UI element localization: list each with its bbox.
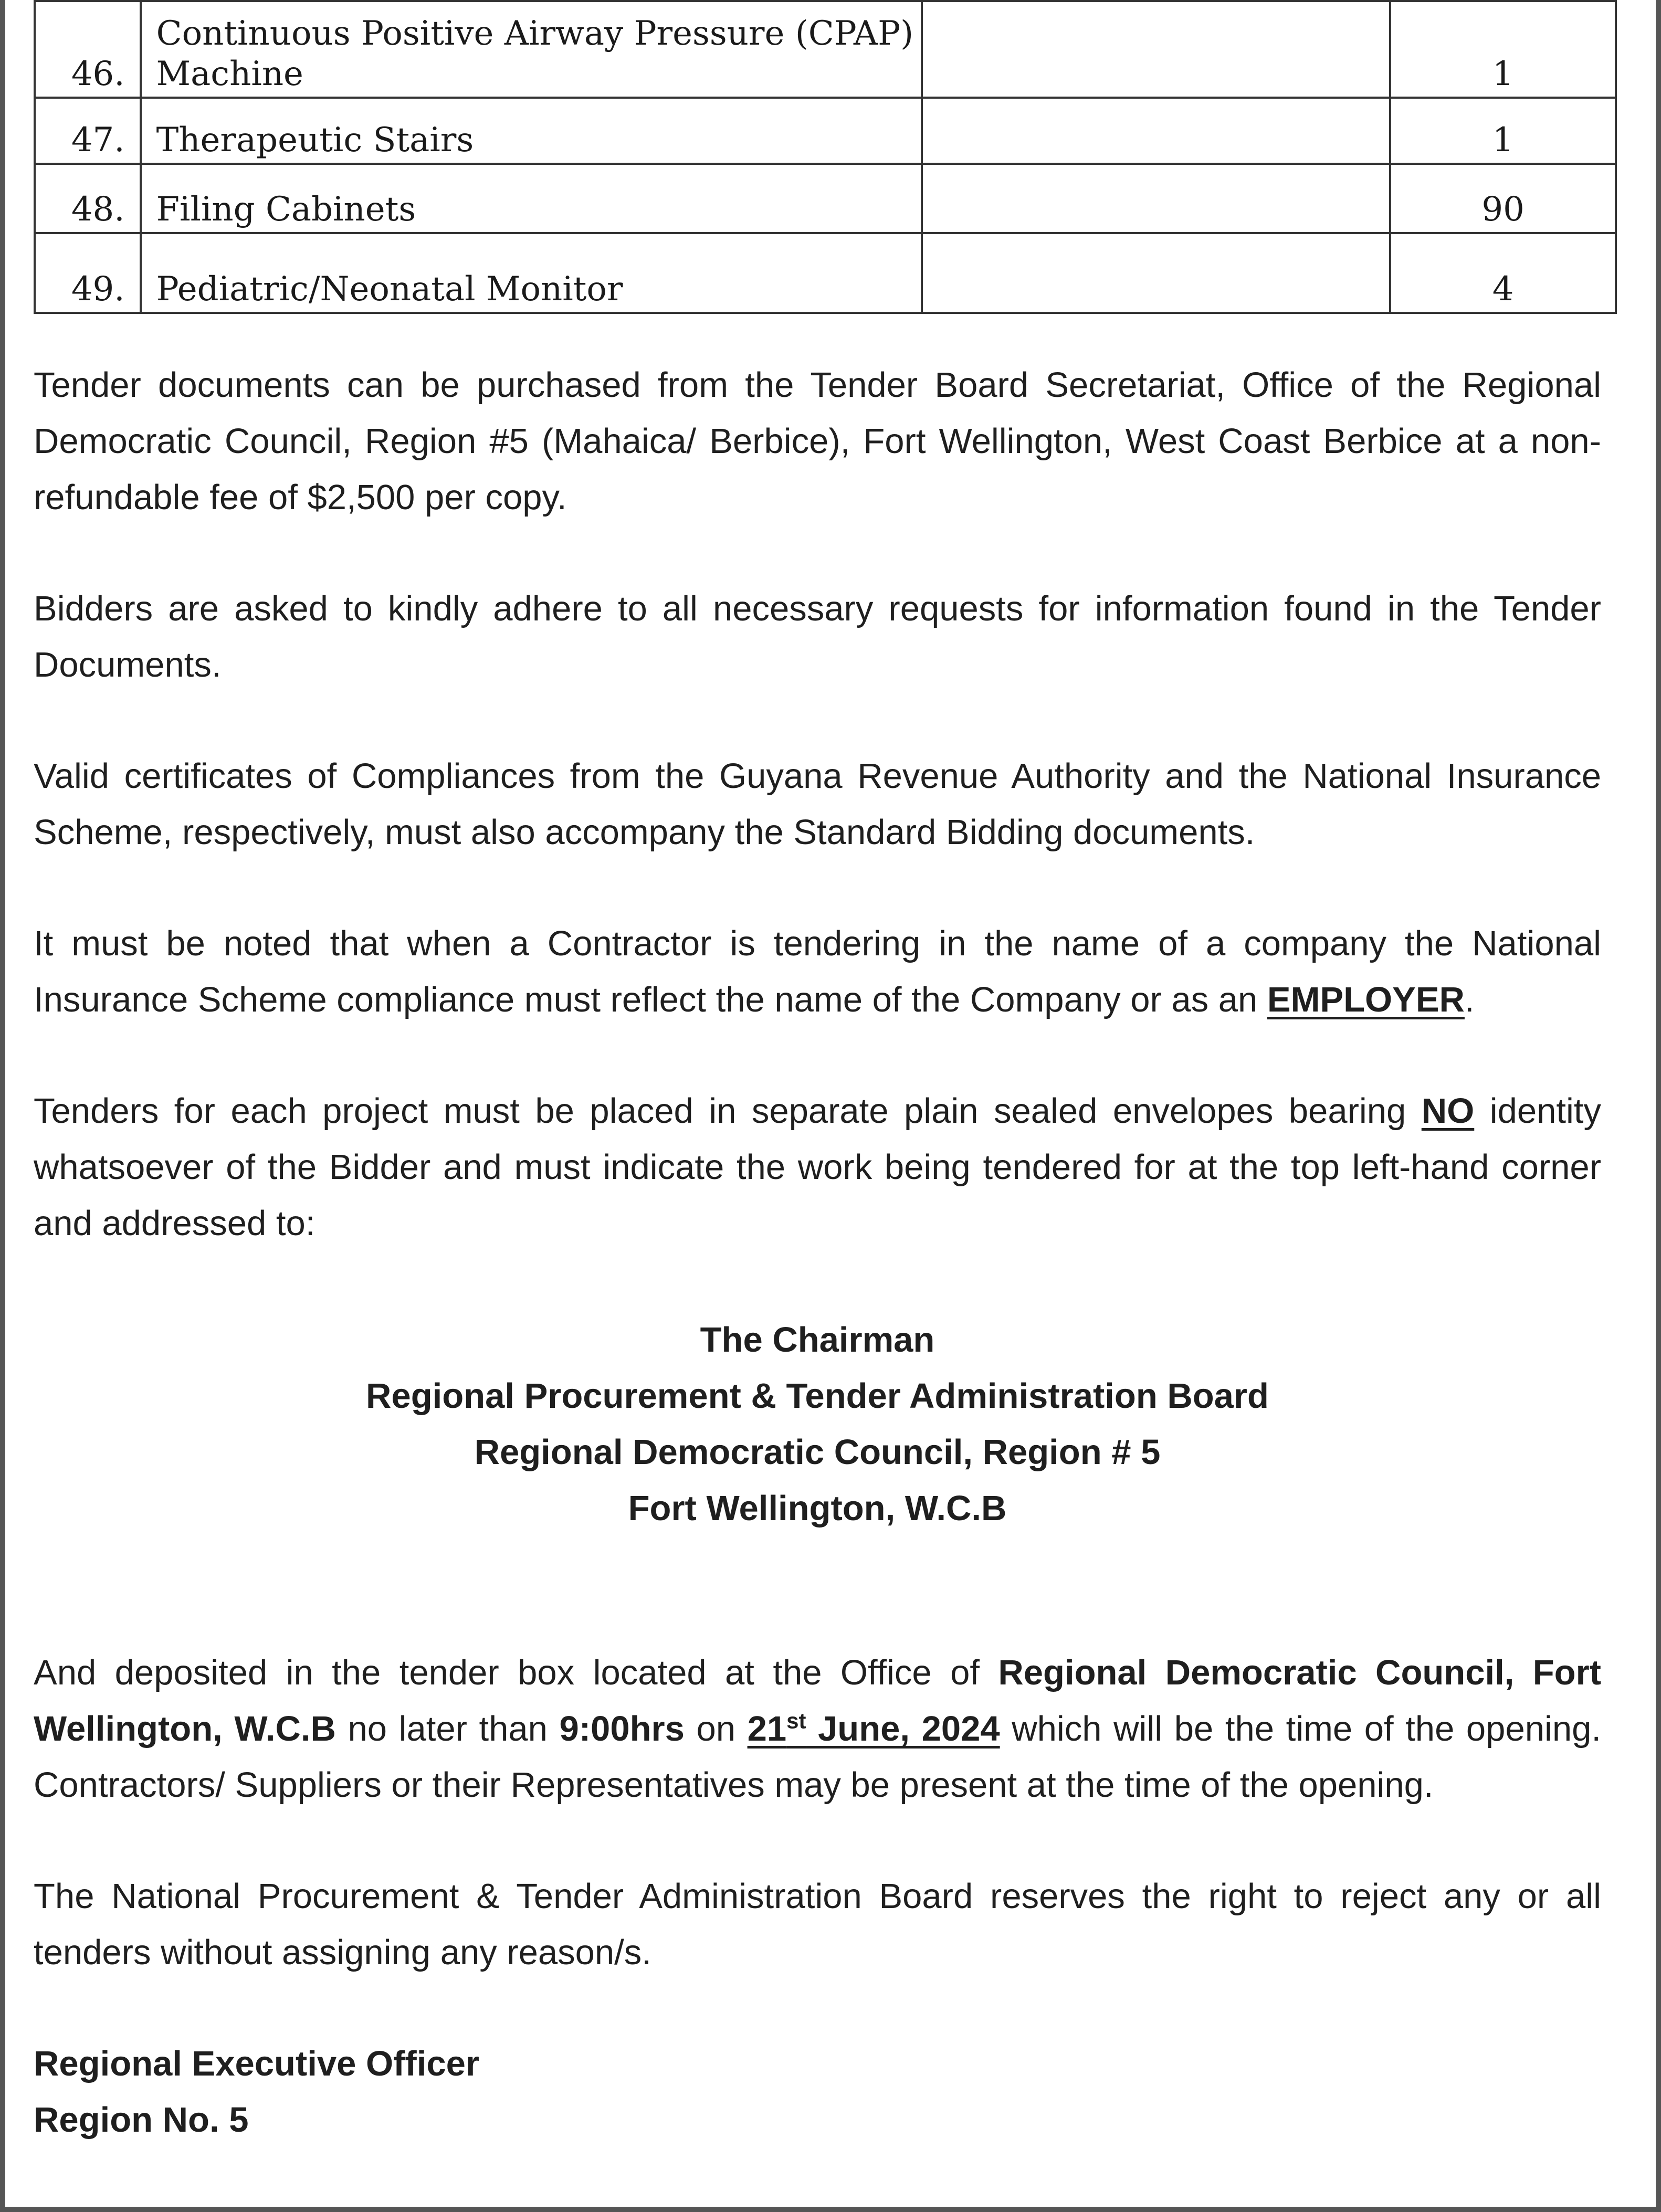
item-number: 48. bbox=[35, 164, 141, 233]
item-spec bbox=[922, 98, 1391, 164]
item-description-line1: Continuous Positive Airway Pressure (CPAP) bbox=[156, 14, 914, 54]
table-row bbox=[35, 98, 1616, 164]
item-quantity: 1 bbox=[1390, 1, 1616, 98]
table-row bbox=[35, 164, 1616, 233]
table-row bbox=[35, 1, 1616, 98]
item-quantity: 90 bbox=[1390, 164, 1616, 233]
signature-region: Region No. 5 bbox=[34, 2100, 249, 2140]
item-description: Pediatric/Neonatal Monitor bbox=[141, 233, 922, 313]
paragraph-text: identity whatsoever of the Bidder and must indicate the work being tendered for at the top left-hand corner and addressed to: bbox=[34, 1091, 1602, 1243]
paragraph-nis-compliance bbox=[34, 915, 1601, 1028]
item-description: Filing Cabinets bbox=[141, 164, 922, 233]
paragraph-text: . bbox=[1464, 980, 1475, 1019]
paragraph-envelopes bbox=[34, 1083, 1601, 1251]
paragraph-certificates: Valid certificates of Compliances from the Guyana Revenue Authority and the National Insurance Scheme, respectively, must also accompany the Standard Bidding documents. bbox=[34, 756, 1601, 852]
address-line: Fort Wellington, W.C.B bbox=[628, 1489, 1007, 1528]
deadline-date bbox=[748, 1709, 1000, 1748]
deadline-day: 21 bbox=[747, 1709, 787, 1748]
address-line: Regional Democratic Council, Region # 5 bbox=[474, 1432, 1161, 1472]
item-description-line2: Machine bbox=[156, 55, 303, 94]
signature-title: Regional Executive Officer bbox=[34, 2044, 479, 2083]
address-block bbox=[34, 1312, 1601, 1536]
item-quantity: 4 bbox=[1390, 233, 1616, 313]
paragraph-text: Tenders for each project must be placed in separate plain sealed envelopes bearing bbox=[34, 1091, 1422, 1131]
item-quantity: 1 bbox=[1390, 98, 1616, 164]
item-number: 47. bbox=[35, 98, 141, 164]
item-description bbox=[141, 1, 922, 98]
item-number: 49. bbox=[35, 233, 141, 313]
paragraph-text: no later than bbox=[335, 1709, 560, 1748]
deposit-location: Regional Democratic Council, Fort Wellington, W.C.B bbox=[34, 1653, 1601, 1748]
deadline-time: 9:00hrs bbox=[559, 1709, 685, 1748]
no-emphasis: NO bbox=[1421, 1091, 1475, 1131]
paragraph-bidders: Bidders are asked to kindly adhere to all necessary requests for information found in the Tender Documents. bbox=[34, 589, 1601, 684]
paragraph-deposit bbox=[34, 1645, 1601, 1813]
paragraph-text: And deposited in the tender box located at the Office of bbox=[34, 1653, 998, 1692]
item-description: Therapeutic Stairs bbox=[141, 98, 922, 164]
table-row bbox=[35, 233, 1616, 313]
paragraph-text: which will be the time of the opening. Contractors/ Suppliers or their Representatives may be present at the time of the opening. bbox=[34, 1709, 1601, 1805]
paragraph-text: on bbox=[684, 1709, 748, 1748]
paragraph-purchase: Tender documents can be purchased from the Tender Board Secretariat, Office of the Regional Democratic Council, Region #5 (Mahaica/ Berbice), Fort Wellington, West Coast Berbice at a non- refundable fee of $2,500 per copy. bbox=[34, 365, 1601, 517]
item-spec bbox=[922, 233, 1391, 313]
deadline-month-year: June, 2024 bbox=[806, 1709, 1000, 1748]
address-line: The Chairman bbox=[700, 1320, 935, 1360]
employer-emphasis: EMPLOYER bbox=[1267, 980, 1465, 1019]
deadline-day-suffix: st bbox=[786, 1708, 806, 1733]
notice-body bbox=[34, 357, 1601, 2148]
item-spec bbox=[922, 1, 1391, 98]
address-line: Regional Procurement & Tender Administration Board bbox=[366, 1376, 1269, 1416]
paragraph-reservation: The National Procurement & Tender Administration Board reserves the right to reject any or all tenders without assigning any reason/s. bbox=[34, 1877, 1601, 1972]
item-spec bbox=[922, 164, 1391, 233]
item-number: 46. bbox=[35, 1, 141, 98]
paragraph-text: It must be noted that when a Contractor is tendering in the name of a company the National Insurance Scheme compliance must reflect the name of the Company or as an bbox=[34, 924, 1601, 1019]
items-table bbox=[34, 0, 1617, 314]
signature-block bbox=[34, 2036, 1601, 2148]
